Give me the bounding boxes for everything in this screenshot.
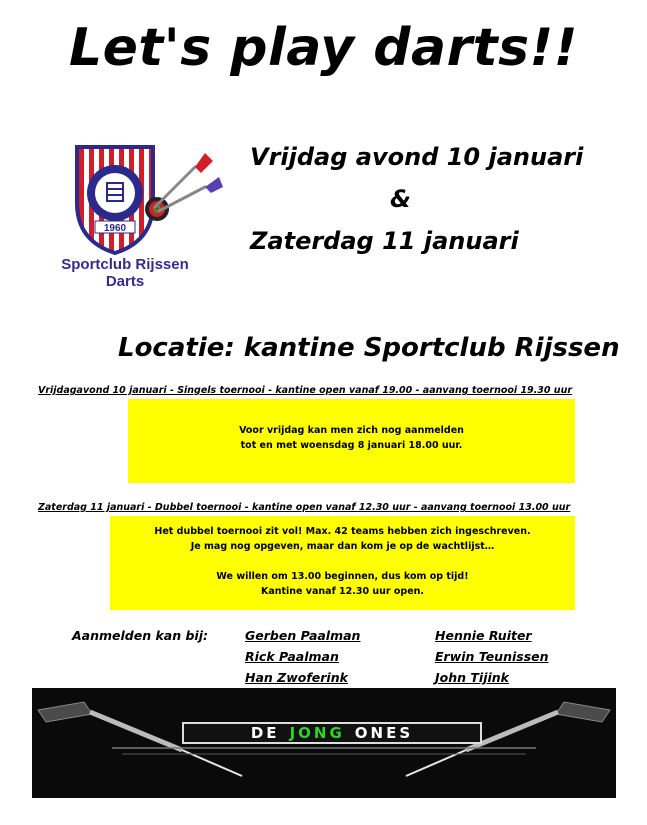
contact-link[interactable]: John Tijink [435,670,509,685]
club-logo-icon [55,133,235,263]
friday-box-line2: tot en met woensdag 8 januari 18.00 uur. [240,440,463,451]
saturday-header: Zaterdag 11 januari - Dubbel toernooi - kantine open vanaf 12.30 uur - aanvang toernooi 13.00 uur [38,502,571,513]
saturday-box-line4: Kantine vanaf 12.30 uur open. [260,586,425,597]
contact-link[interactable]: Han Zwoferink [245,670,348,685]
register-label: Aanmelden kan bij: [72,628,208,643]
contact-link[interactable]: Gerben Paalman [245,628,361,643]
page-title: Let's play darts!! [69,18,578,78]
saturday-info-box [110,516,575,610]
club-name [40,256,210,290]
banner-word-de: DE [250,724,280,742]
date-friday: Vrijdag avond 10 januari [250,143,584,171]
club-name-line1: Sportclub Rijssen [61,256,189,273]
saturday-box-line3: We willen om 13.00 beginnen, dus kom op tijd! [216,571,469,582]
date-ampersand: & [390,185,411,213]
friday-header: Vrijdagavond 10 januari - Singels toernooi - kantine open vanaf 19.00 - aanvang toernooi 19.30 uur [38,385,573,396]
banner-logo-text [182,722,482,744]
banner-word-ones: ONES [354,724,414,742]
saturday-box-line2: Je mag nog opgeven, maar dan kom je op de wachtlijst… [190,541,495,552]
friday-box-line1: Voor vrijdag kan men zich nog aanmelden [239,425,464,436]
contact-link[interactable]: Rick Paalman [245,649,339,664]
contact-link[interactable]: Hennie Ruiter [435,628,532,643]
location-heading: Locatie: kantine Sportclub Rijssen [118,333,620,363]
sponsor-banner [32,688,616,798]
club-name-line2: Darts [105,273,145,290]
saturday-box-line1: Het dubbel toernooi zit vol! Max. 42 teams hebben zich ingeschreven. [154,526,531,537]
friday-info-box [128,399,575,483]
banner-word-jong: JONG [289,724,345,742]
date-saturday: Zaterdag 11 januari [250,227,519,255]
svg-text:1960: 1960 [103,223,127,234]
contact-link[interactable]: Erwin Teunissen [435,649,549,664]
